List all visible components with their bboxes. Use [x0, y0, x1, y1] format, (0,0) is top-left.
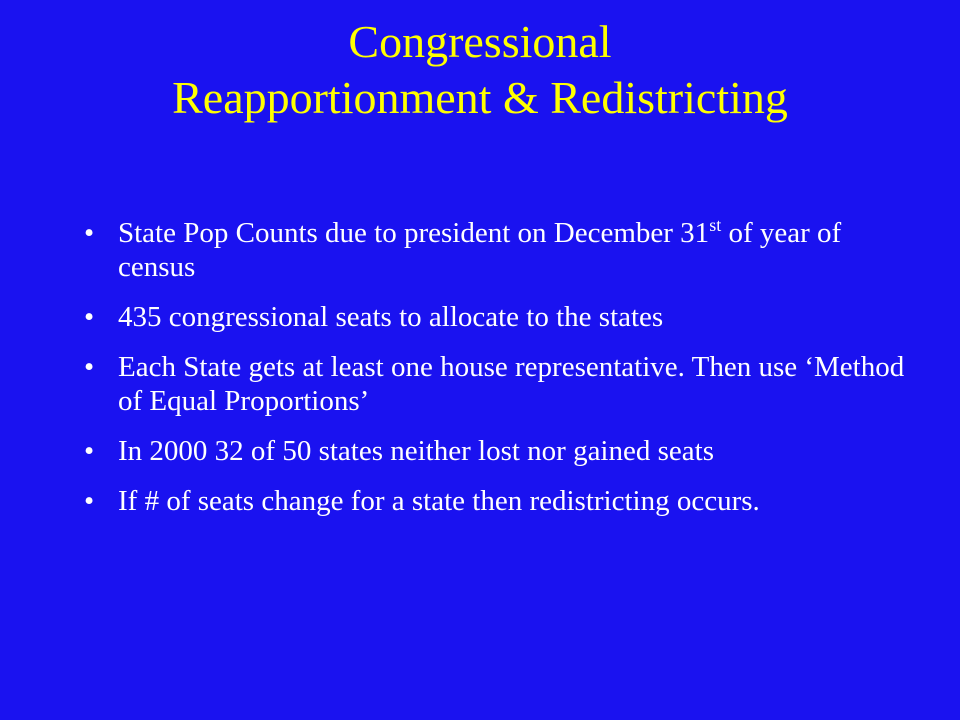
bullet-icon: •: [84, 217, 95, 249]
bullet-item-equal-proportions: [84, 350, 924, 418]
bullet-text: If # of seats change for a state then redistricting occurs.: [118, 485, 760, 517]
bullet-list: [84, 216, 924, 534]
bullet-text: State Pop Counts due to president on December 31st of year of census: [118, 215, 842, 283]
bullet-text: In 2000 32 of 50 states neither lost nor gained seats: [118, 435, 714, 467]
title-line-2: Reapportionment & Redistricting: [172, 72, 788, 123]
bullet-item-redistricting: [84, 484, 924, 518]
bullet-icon: •: [84, 485, 95, 517]
bullet-icon: •: [84, 351, 95, 383]
bullet-item-seats: [84, 300, 924, 334]
bullet-icon: •: [84, 301, 95, 333]
bullet-item-pop-counts: [84, 216, 924, 284]
bullet-text: 435 congressional seats to allocate to the states: [118, 301, 664, 333]
slide-title: [0, 14, 960, 126]
title-line-1: Congressional: [348, 16, 612, 67]
bullet-icon: •: [84, 435, 95, 467]
bullet-text: Each State gets at least one house representative. Then use ‘Method of Equal Proportions’: [118, 351, 905, 417]
ordinal-superscript: st: [709, 215, 722, 235]
bullet-item-2000-results: [84, 434, 924, 468]
